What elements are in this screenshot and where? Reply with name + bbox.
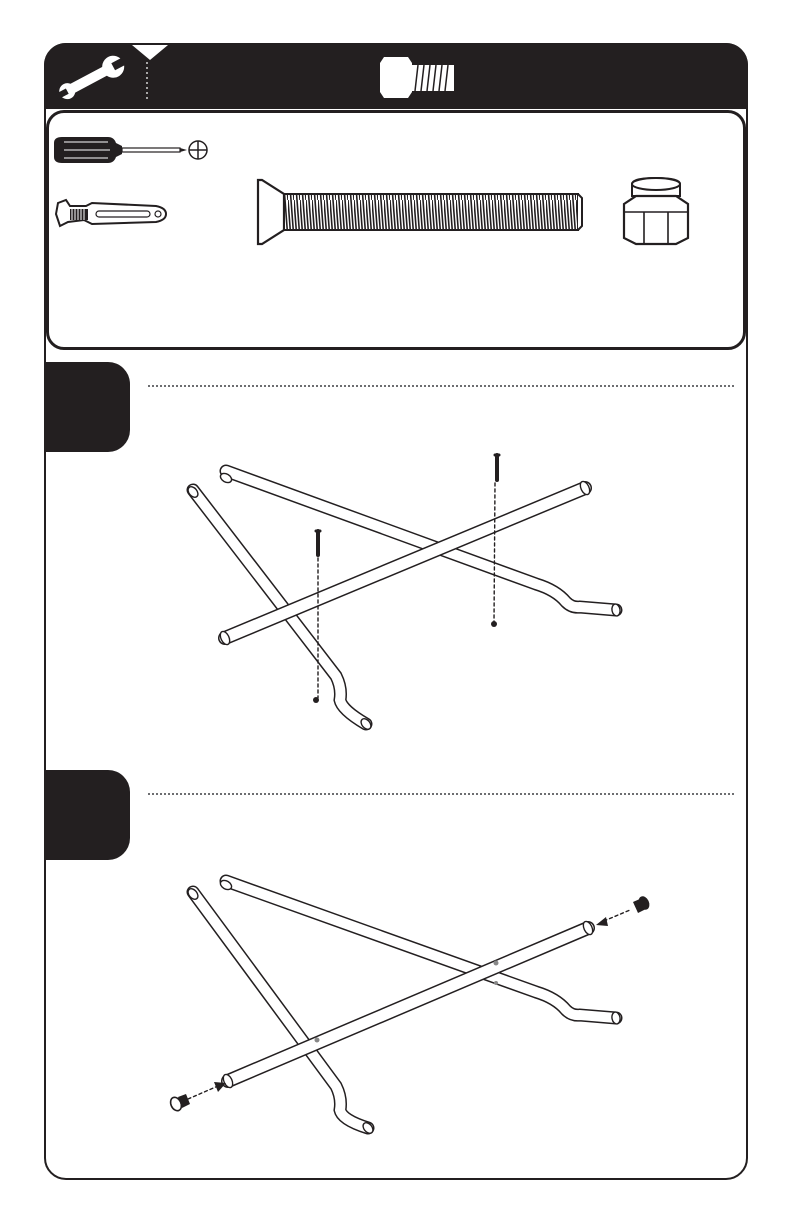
long-bolt-icon — [258, 180, 582, 244]
phillips-screwdriver-icon — [54, 137, 207, 163]
step-2-nut-left — [169, 1082, 226, 1112]
cross-tube — [218, 480, 591, 646]
bolt-icon — [380, 57, 454, 98]
step-1-bolt-right — [491, 455, 499, 627]
step-2-nut-right — [596, 895, 651, 926]
step-2-assembly — [169, 879, 652, 1136]
lock-nut-icon — [624, 178, 688, 244]
step-1-bolt-left — [313, 531, 320, 703]
adjustable-wrench-icon — [56, 200, 166, 226]
step-1-assembly — [186, 455, 621, 731]
header-notch — [132, 45, 168, 60]
wrench-icon — [52, 50, 131, 106]
